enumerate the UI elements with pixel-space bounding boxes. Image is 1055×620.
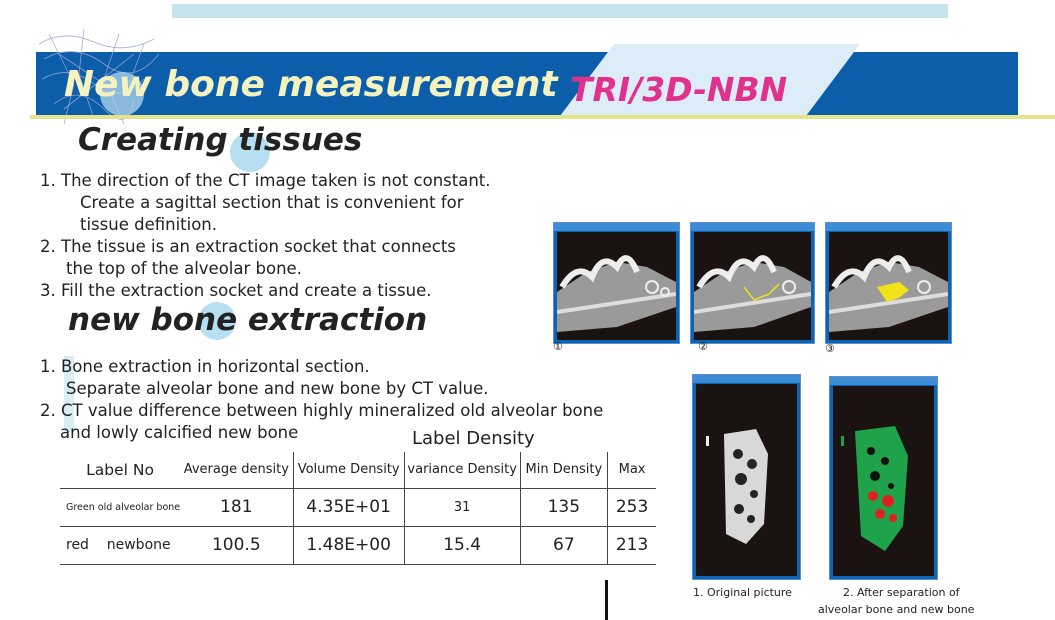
- table-row: [60, 526, 656, 564]
- table-cell: 4.35E+01: [293, 488, 404, 526]
- table-cell: 1.48E+00: [293, 526, 404, 564]
- list-item: Create a sagittal section that is convenient for: [80, 193, 464, 212]
- mask-caption-separated: 2. After separation of: [843, 586, 960, 599]
- mask-caption-separated-line2: alveolar bone and new bone: [818, 603, 975, 616]
- list-item: tissue definition.: [80, 215, 218, 234]
- table-caption: Label Density: [412, 428, 535, 449]
- label-density-table: [60, 452, 656, 565]
- table-cell: 67: [520, 526, 608, 564]
- ct-horizontal-separated-image: [833, 386, 934, 576]
- table-cell: 135: [520, 488, 608, 526]
- list-item: 2. The tissue is an extraction socket that connects: [40, 237, 456, 256]
- list-item: 1. Bone extraction in horizontal section.: [40, 357, 370, 376]
- mask-caption-original: 1. Original picture: [693, 586, 792, 599]
- panel-marker: ②: [698, 340, 708, 353]
- slide-title: New bone measurement: [64, 64, 558, 105]
- table-header-row: [60, 452, 656, 488]
- table-row: [60, 488, 656, 526]
- text-cursor-line: [605, 580, 608, 620]
- table-cell: Green old alveolar bone: [60, 488, 180, 526]
- list-item: 2. CT value difference between highly mineralized old alveolar bone: [40, 401, 604, 420]
- sagittal-ct-panel-1: [553, 222, 680, 344]
- ct-horizontal-original-image: [696, 384, 797, 576]
- mask-window-original: [692, 374, 801, 580]
- table-header: Max: [608, 452, 656, 488]
- section-heading-new-bone-extraction: new bone extraction: [68, 302, 428, 338]
- table-header: Label No: [60, 452, 180, 488]
- list-item: 3. Fill the extraction socket and create a tissue.: [40, 281, 432, 300]
- table-cell: 181: [180, 488, 293, 526]
- table-cell: 253: [608, 488, 656, 526]
- slide-code: TRI/3D-NBN: [570, 70, 788, 109]
- section-heading-creating-tissues: Creating tissues: [78, 122, 363, 158]
- table-header: variance Density: [404, 452, 520, 488]
- ct-sagittal-image: [557, 232, 676, 340]
- ct-sagittal-image-filled: [829, 232, 948, 340]
- table-cell: 31: [404, 488, 520, 526]
- list-item: the top of the alveolar bone.: [66, 259, 302, 278]
- list-item: and lowly calcified new bone: [60, 423, 299, 442]
- table-header: Min Density: [520, 452, 608, 488]
- table-cell: 213: [608, 526, 656, 564]
- mask-window-separated: [829, 376, 938, 580]
- panel-marker: ①: [553, 340, 563, 353]
- list-item: Separate alveolar bone and new bone by CT value.: [66, 379, 489, 398]
- table-header: Average density: [180, 452, 293, 488]
- table-cell: red newbone: [60, 526, 180, 564]
- ct-sagittal-image-outlined: [694, 232, 811, 340]
- table-cell: 15.4: [404, 526, 520, 564]
- table-cell: 100.5: [180, 526, 293, 564]
- table-header: Volume Density: [293, 452, 404, 488]
- creating-tissues-list: [40, 170, 491, 302]
- top-accent-bar: [172, 4, 948, 18]
- sagittal-ct-panel-2: [690, 222, 815, 344]
- list-item: 1. The direction of the CT image taken is not constant.: [40, 171, 491, 190]
- sagittal-ct-panel-3: [825, 222, 952, 344]
- title-underline: [30, 115, 1055, 119]
- panel-marker: ③: [825, 342, 835, 355]
